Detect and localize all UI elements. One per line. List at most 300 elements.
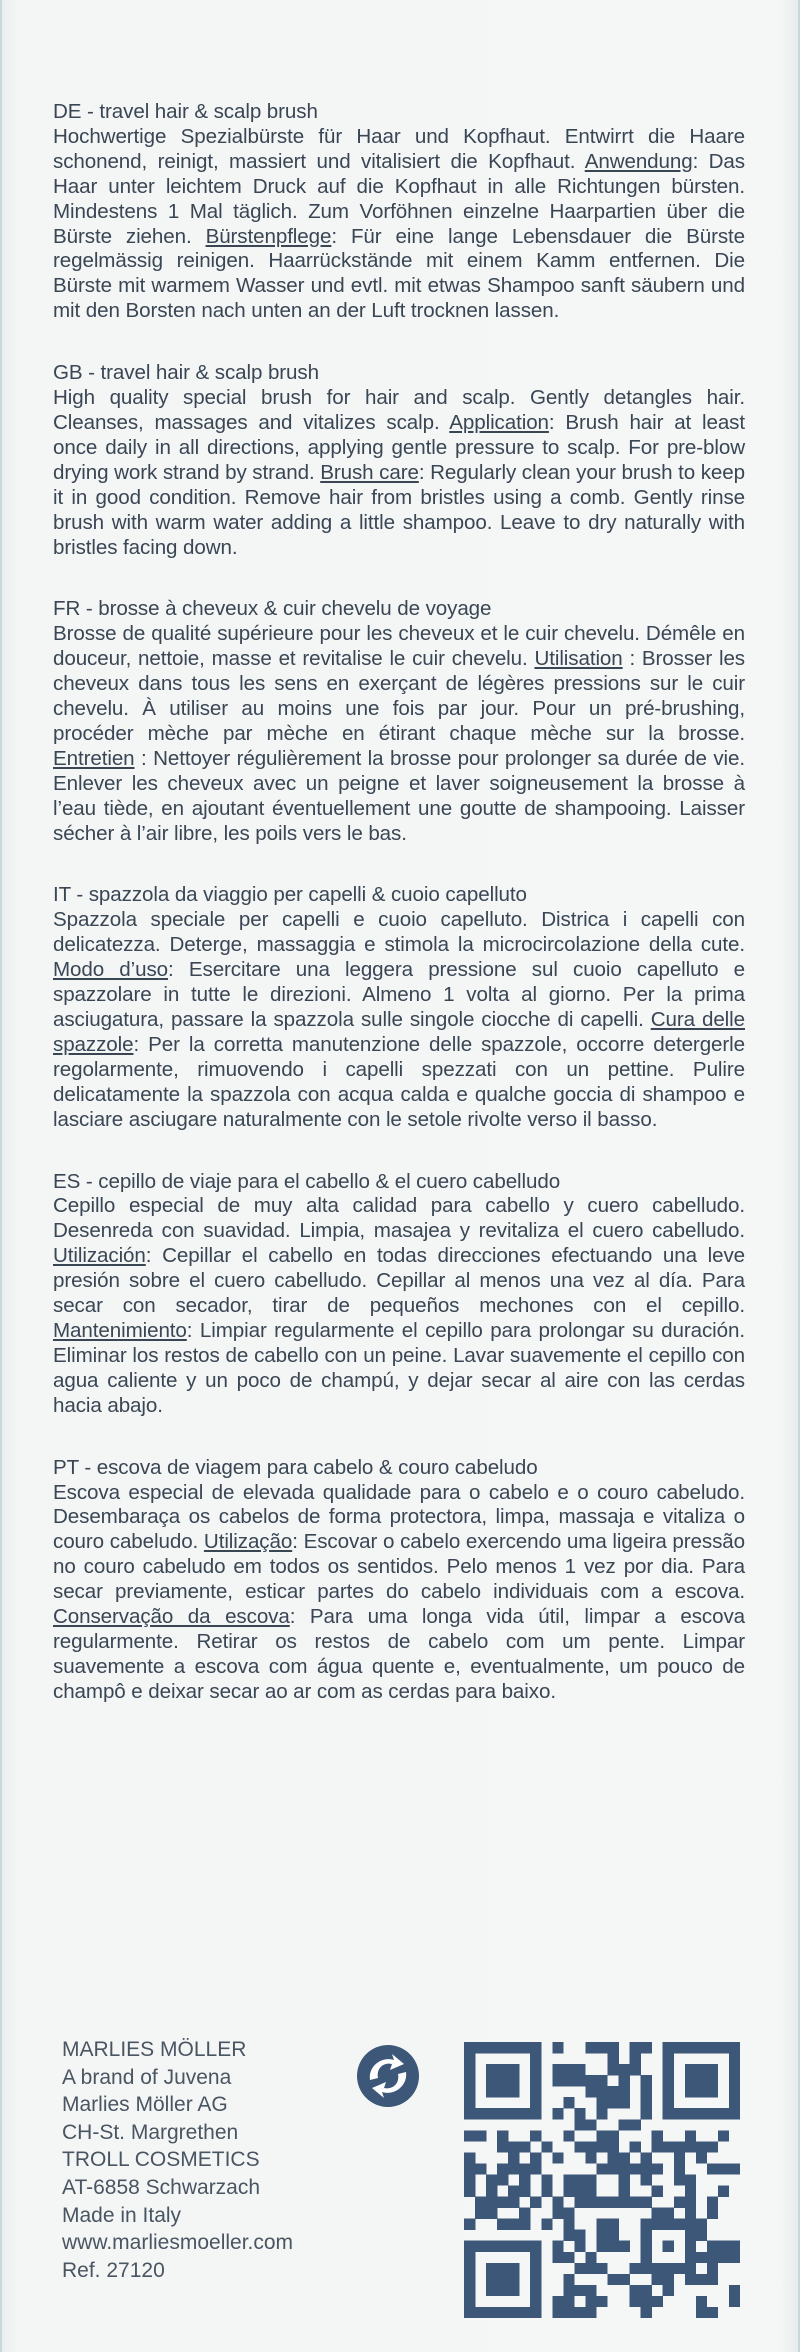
qr-module: [674, 2108, 685, 2119]
qr-module: [608, 2219, 619, 2230]
qr-module: [530, 2263, 541, 2274]
care-label: Brush care: [320, 460, 419, 484]
qr-module: [685, 2241, 696, 2252]
qr-module: [563, 2285, 574, 2296]
qr-module: [530, 2042, 541, 2053]
qr-module: [641, 2152, 652, 2163]
qr-module: [729, 2285, 740, 2296]
qr-module: [707, 2108, 718, 2119]
qr-module: [508, 2163, 519, 2174]
qr-module: [641, 2097, 652, 2108]
qr-module: [475, 2042, 486, 2053]
qr-module: [718, 2186, 729, 2197]
section-title: ES - cepillo de viaje para el cabello & el cuero cabelludo: [53, 1169, 561, 1193]
qr-module: [508, 2075, 519, 2086]
qr-module: [464, 2042, 475, 2053]
qr-module: [519, 2219, 530, 2230]
qr-module: [619, 2197, 630, 2208]
qr-code: [464, 2040, 740, 2320]
qr-module: [696, 2075, 707, 2086]
qr-module: [563, 2075, 574, 2086]
care-label: Bürstenpflege: [205, 224, 332, 248]
qr-module: [519, 2042, 530, 2053]
qr-module: [729, 2108, 740, 2119]
qr-module: [685, 2208, 696, 2219]
qr-module: [563, 2296, 574, 2307]
qr-module: [729, 2075, 740, 2086]
section-de: [53, 100, 745, 324]
care-label: Entretien: [53, 746, 135, 770]
qr-module: [563, 2186, 574, 2197]
qr-module: [729, 2097, 740, 2108]
section-title: PT - escova de viagem para cabelo & couro cabeludo: [53, 1455, 538, 1479]
qr-module: [497, 2263, 508, 2274]
qr-module: [685, 2075, 696, 2086]
qr-module: [486, 2263, 497, 2274]
qr-module: [530, 2274, 541, 2285]
qr-module: [464, 2252, 475, 2263]
qr-module: [619, 2274, 630, 2285]
qr-module: [519, 2307, 530, 2318]
qr-module: [464, 2296, 475, 2307]
qr-module: [486, 2241, 497, 2252]
qr-module: [486, 2042, 497, 2053]
qr-module: [630, 2119, 641, 2130]
qr-module: [718, 2252, 729, 2263]
qr-module: [630, 2197, 641, 2208]
qr-module: [608, 2197, 619, 2208]
qr-module: [464, 2186, 475, 2197]
qr-module: [530, 2163, 541, 2174]
qr-module: [630, 2141, 641, 2152]
qr-module: [552, 2307, 563, 2318]
qr-module: [508, 2285, 519, 2296]
qr-module: [508, 2241, 519, 2252]
qr-module: [585, 2186, 596, 2197]
qr-module: [685, 2263, 696, 2274]
qr-module: [574, 2119, 585, 2130]
qr-module: [596, 2219, 607, 2230]
qr-module: [530, 2064, 541, 2075]
qr-module: [574, 2241, 585, 2252]
qr-module: [541, 2219, 552, 2230]
qr-module: [696, 2064, 707, 2075]
qr-module: [486, 2197, 497, 2208]
qr-module: [563, 2252, 574, 2263]
qr-module: [596, 2042, 607, 2053]
qr-module: [630, 2285, 641, 2296]
qr-module: [596, 2108, 607, 2119]
qr-module: [574, 2307, 585, 2318]
qr-module: [641, 2296, 652, 2307]
qr-module: [619, 2075, 630, 2086]
qr-module: [497, 2141, 508, 2152]
qr-module: [696, 2141, 707, 2152]
qr-module: [608, 2241, 619, 2252]
qr-module: [552, 2152, 563, 2163]
qr-module: [585, 2285, 596, 2296]
qr-module: [674, 2163, 685, 2174]
qr-module: [641, 2174, 652, 2185]
qr-module: [641, 2263, 652, 2274]
qr-module: [508, 2152, 519, 2163]
qr-module: [574, 2075, 585, 2086]
qr-module: [674, 2042, 685, 2053]
qr-module: [663, 2042, 674, 2053]
usage-text: : Brosser les cheveux dans tous les sens en exerçant de légères pressions sur le cuir chevelu. À utiliser au moins une fois par jour. Pour un pré-brushing, procéder mèche par mèche en étirant chaque mèche sur la brosse.: [53, 647, 746, 745]
usage-text: : Das Haar unter leichtem Druck auf die Kopfhaut in alle Richtungen bürsten. Mindestens 1 Mal täglich. Zum Vorföhnen einzelne Haarpartien über die Bürste ziehen.: [53, 149, 745, 248]
qr-module: [608, 2163, 619, 2174]
qr-module: [497, 2241, 508, 2252]
qr-module: [552, 2296, 563, 2307]
qr-module: [464, 2307, 475, 2318]
usage-label: Anwendung: [584, 149, 693, 173]
qr-module: [707, 2252, 718, 2263]
qr-module: [475, 2163, 486, 2174]
qr-module: [696, 2219, 707, 2230]
qr-module: [707, 2241, 718, 2252]
qr-module: [519, 2163, 530, 2174]
qr-module: [552, 2042, 563, 2053]
qr-module: [641, 2241, 652, 2252]
usage-label: Modo d’uso: [53, 958, 169, 982]
qr-module: [464, 2285, 475, 2296]
qr-module: [619, 2119, 630, 2130]
section-intro: Brosse de qualité supérieure pour les cheveux et le cuir chevelu. Démêle en douceur, nettoie, masse et revitalise le cuir chevelu.: [53, 622, 745, 671]
section-intro: Spazzola speciale per capelli e cuoio capelluto. Districa i capelli con delicatezza. Deterge, massaggia e stimola la microcircolazione della cute.: [53, 908, 745, 957]
qr-module: [552, 2241, 563, 2252]
qr-module: [552, 2075, 563, 2086]
qr-module: [508, 2274, 519, 2285]
qr-module: [585, 2197, 596, 2208]
section-es: [53, 1170, 745, 1419]
qr-module: [508, 2108, 519, 2119]
qr-module: [674, 2141, 685, 2152]
qr-module: [563, 2307, 574, 2318]
qr-module: [464, 2086, 475, 2097]
section-title: DE - travel hair & scalp brush: [53, 100, 318, 123]
footer-line: AT-6858 Schwarzach: [62, 2175, 261, 2199]
qr-module: [508, 2263, 519, 2274]
qr-module: [519, 2186, 530, 2197]
qr-module: [497, 2108, 508, 2119]
qr-module: [674, 2219, 685, 2230]
qr-module: [596, 2086, 607, 2097]
qr-module: [707, 2064, 718, 2075]
qr-module: [696, 2307, 707, 2318]
qr-module: [519, 2141, 530, 2152]
qr-module: [475, 2208, 486, 2219]
qr-module: [685, 2274, 696, 2285]
qr-module: [497, 2307, 508, 2318]
instructions-text: [53, 100, 745, 1742]
footer-line: A brand of Juvena: [62, 2065, 232, 2089]
qr-module: [596, 2241, 607, 2252]
qr-module: [530, 2152, 541, 2163]
qr-module: [519, 2241, 530, 2252]
footer-reference: Ref. 27120: [62, 2258, 165, 2282]
qr-module: [585, 2075, 596, 2086]
qr-module: [585, 2263, 596, 2274]
qr-module: [585, 2252, 596, 2263]
qr-module: [497, 2197, 508, 2208]
usage-text: : Cepillar el cabello en todas direcciones efectuando una leve presión sobre el cuero cabelludo. Cepillar al menos una vez al día. Para secar con secador, tirar de pequeños mechones con el cepillo.: [53, 1244, 745, 1318]
qr-module: [486, 2174, 497, 2185]
qr-module: [674, 2174, 685, 2185]
qr-module: [707, 2141, 718, 2152]
qr-module: [486, 2208, 497, 2219]
qr-module: [486, 2064, 497, 2075]
qr-module: [563, 2274, 574, 2285]
qr-module: [685, 2186, 696, 2197]
qr-module: [464, 2108, 475, 2119]
care-text: : Regularly clean your brush to keep it in good condition. Remove hair from bristles using a comb. Gently rinse brush with warm water adding a little shampoo. Leave to dry naturally with bristles facing down.: [53, 460, 745, 559]
qr-module: [563, 2130, 574, 2141]
recycle-arrows-icon: [356, 2044, 420, 2108]
qr-module: [707, 2208, 718, 2219]
qr-module: [663, 2274, 674, 2285]
usage-label: Utilización: [53, 1244, 146, 1268]
qr-module: [718, 2241, 729, 2252]
qr-module: [541, 2186, 552, 2197]
qr-module: [530, 2197, 541, 2208]
qr-module: [552, 2197, 563, 2208]
qr-module: [552, 2252, 563, 2263]
qr-module: [619, 2064, 630, 2075]
qr-module: [641, 2230, 652, 2241]
qr-module: [552, 2108, 563, 2119]
qr-module: [596, 2230, 607, 2241]
qr-module: [718, 2042, 729, 2053]
qr-module: [497, 2075, 508, 2086]
qr-module: [574, 2230, 585, 2241]
qr-module: [574, 2186, 585, 2197]
care-label: Conservação da escova: [53, 1605, 290, 1629]
qr-module: [707, 2307, 718, 2318]
qr-module: [729, 2296, 740, 2307]
qr-module: [508, 2219, 519, 2230]
qr-module: [608, 2042, 619, 2053]
qr-module: [585, 2086, 596, 2097]
qr-module: [464, 2163, 475, 2174]
qr-module: [707, 2274, 718, 2285]
qr-module: [497, 2163, 508, 2174]
qr-module: [530, 2241, 541, 2252]
qr-module: [530, 2086, 541, 2097]
qr-module: [508, 2064, 519, 2075]
qr-module: [663, 2075, 674, 2086]
qr-module: [596, 2141, 607, 2152]
section-title: FR - brosse à cheveux & cuir chevelu de voyage: [53, 597, 492, 621]
qr-module: [696, 2086, 707, 2097]
footer-website: www.marliesmoeller.com: [62, 2231, 294, 2255]
footer-line: CH-St. Margrethen: [62, 2120, 239, 2144]
qr-module: [541, 2141, 552, 2152]
qr-module: [663, 2241, 674, 2252]
qr-module: [508, 2141, 519, 2152]
qr-module: [475, 2130, 486, 2141]
qr-module: [508, 2042, 519, 2053]
section-intro: Escova especial de elevada qualidade para o cabelo e o couro cabeludo. Desembaraça os cabelos de forma protectora, limpa, massaja e vitaliza o couro cabeludo.: [53, 1480, 745, 1554]
qr-module: [574, 2263, 585, 2274]
qr-module: [464, 2152, 475, 2163]
qr-module: [519, 2108, 530, 2119]
qr-module: [475, 2241, 486, 2252]
qr-module: [641, 2075, 652, 2086]
qr-module: [530, 2097, 541, 2108]
qr-module: [652, 2274, 663, 2285]
qr-module: [596, 2197, 607, 2208]
qr-module: [663, 2108, 674, 2119]
care-text: : Limpiar regularmente el cepillo para prolongar su duración. Eliminar los restos de cabello con un peine. Lavar suavemente el cepillo con agua caliente y un poco de champú, y dejar secar al aire con las cerdas hacia abajo.: [53, 1318, 745, 1417]
qr-module: [475, 2197, 486, 2208]
qr-module: [530, 2285, 541, 2296]
qr-module: [663, 2219, 674, 2230]
usage-label: Utilização: [203, 1530, 293, 1554]
qr-module: [563, 2097, 574, 2108]
qr-module: [674, 2263, 685, 2274]
qr-module: [729, 2042, 740, 2053]
qr-module: [630, 2053, 641, 2064]
qr-module: [685, 2219, 696, 2230]
section-intro: Cepillo especial de muy alta calidad para cabello y cuero cabelludo. Desenreda con suavidad. Limpia, masajea y revitaliza el cuero cabelludo.: [53, 1194, 745, 1243]
qr-module: [652, 2219, 663, 2230]
qr-module: [497, 2130, 508, 2141]
qr-module: [530, 2130, 541, 2141]
qr-module: [685, 2042, 696, 2053]
qr-module: [641, 2197, 652, 2208]
left-edge: [0, 0, 2, 2352]
manufacturer-info: [62, 2036, 293, 2284]
qr-module: [563, 2208, 574, 2219]
qr-module: [563, 2064, 574, 2075]
qr-module: [641, 2285, 652, 2296]
qr-module: [630, 2042, 641, 2053]
qr-module: [729, 2086, 740, 2097]
qr-module: [530, 2296, 541, 2307]
qr-module: [641, 2219, 652, 2230]
qr-module: [652, 2263, 663, 2274]
qr-module: [685, 2086, 696, 2097]
qr-module: [652, 2296, 663, 2307]
footer-line: MARLIES MÖLLER: [62, 2038, 247, 2061]
qr-module: [563, 2230, 574, 2241]
care-text: : Para uma longa vida útil, limpar a escova regularmente. Retirar os restos de cabelo com um pente. Limpar suavemente a escova com água quente e, eventualmente, um pouco de champô e deixar secar ao ar com as cerdas para baixo.: [53, 1605, 746, 1703]
qr-module: [663, 2141, 674, 2152]
qr-module: [508, 2086, 519, 2097]
qr-module: [486, 2108, 497, 2119]
qr-module: [475, 2108, 486, 2119]
section-title: IT - spazzola da viaggio per capelli & cuoio capelluto: [53, 883, 527, 907]
qr-module: [641, 2086, 652, 2097]
qr-module: [464, 2064, 475, 2075]
qr-module: [464, 2263, 475, 2274]
footer-line: Marlies Möller AG: [62, 2093, 228, 2117]
qr-module: [696, 2152, 707, 2163]
qr-module: [464, 2241, 475, 2252]
qr-module: [663, 2285, 674, 2296]
qr-module: [497, 2042, 508, 2053]
qr-module: [596, 2130, 607, 2141]
section-gb: [53, 361, 745, 560]
section-fr: [53, 597, 745, 846]
qr-module: [707, 2163, 718, 2174]
care-text: : Nettoyer régulièrement la brosse pour prolonger sa durée de vie. Enlever les cheveux avec un peigne et laver soigneusement la brosse à l’eau tiède, en ajoutant éventuellement une goutte de shampooing. Laisser sécher à l’air libre, les poils vers le bas.: [53, 746, 745, 845]
qr-module: [685, 2141, 696, 2152]
qr-module: [729, 2064, 740, 2075]
qr-module: [707, 2075, 718, 2086]
qr-module: [596, 2097, 607, 2108]
qr-module: [652, 2141, 663, 2152]
qr-module: [596, 2263, 607, 2274]
qr-module: [508, 2186, 519, 2197]
qr-module: [497, 2219, 508, 2230]
qr-module: [641, 2252, 652, 2263]
qr-module: [519, 2208, 530, 2219]
qr-module: [508, 2197, 519, 2208]
qr-module: [729, 2163, 740, 2174]
qr-module: [619, 2086, 630, 2097]
qr-module: [486, 2274, 497, 2285]
qr-module: [696, 2230, 707, 2241]
qr-module: [707, 2042, 718, 2053]
usage-text: : Brush hair at least once daily in all directions, applying gentle pressure to scalp. For pre-blow drying work strand by strand.: [53, 410, 745, 484]
qr-module: [486, 2307, 497, 2318]
qr-module: [652, 2208, 663, 2219]
qr-module: [663, 2086, 674, 2097]
qr-module: [486, 2186, 497, 2197]
qr-module: [707, 2197, 718, 2208]
qr-module: [530, 2075, 541, 2086]
section-intro: Hochwertige Spezialbürste für Haar und Kopfhaut. Entwirrt die Haare schonend, reinigt, massiert und vitalisiert die Kopfhaut.: [53, 124, 745, 173]
qr-module: [630, 2296, 641, 2307]
qr-module: [685, 2108, 696, 2119]
qr-module: [497, 2174, 508, 2185]
qr-module: [652, 2186, 663, 2197]
qr-module: [619, 2163, 630, 2174]
qr-module: [685, 2252, 696, 2263]
qr-module: [729, 2252, 740, 2263]
care-text: : Für eine lange Lebensdauer die Bürste regelmässig reinigen. Haarrückstände mit einem Kamm entfernen. Die Bürste mit warmem Wasser und evtl. mit etwas Shampoo sanft säubern und mit den Borsten nach unten an der Luft trocknen lassen.: [53, 224, 745, 323]
qr-module: [563, 2219, 574, 2230]
qr-module: [608, 2230, 619, 2241]
qr-module: [630, 2064, 641, 2075]
qr-module: [685, 2230, 696, 2241]
qr-module: [663, 2064, 674, 2075]
qr-module: [530, 2053, 541, 2064]
qr-module: [585, 2042, 596, 2053]
footer-line: Made in Italy: [62, 2203, 182, 2227]
section-pt: [53, 1456, 745, 1705]
qr-module: [608, 2064, 619, 2075]
qr-module: [652, 2163, 663, 2174]
qr-module: [464, 2219, 475, 2230]
qr-module: [585, 2152, 596, 2163]
qr-module: [619, 2097, 630, 2108]
qr-module: [486, 2086, 497, 2097]
qr-module: [497, 2285, 508, 2296]
qr-module: [619, 2152, 630, 2163]
qr-module: [464, 2053, 475, 2064]
care-label: Cura delle spazzole: [53, 1008, 745, 1056]
usage-text: : Esercitare una leggera pressione sul cuoio capelluto e spazzolare in tutte le direzioni. Almeno 1 volta al giorno. Per la prima asciugatura, passare la spazzola sulle singole ciocche di capelli.: [53, 958, 745, 1031]
qr-module: [585, 2174, 596, 2185]
qr-module: [641, 2108, 652, 2119]
care-text: : Per la corretta manutenzione delle spazzole, occorre detergerle regolarmente, rimuovendo i capelli spezzati con un pettine. Pulire delicatamente la spazzola con acqua calda e qualche goccia di shampoo e lasciare asciugare naturalmente con le setole rivolte verso il basso.: [53, 1032, 745, 1131]
qr-module: [608, 2152, 619, 2163]
qr-module: [596, 2163, 607, 2174]
footer-line: TROLL COSMETICS: [62, 2148, 260, 2172]
